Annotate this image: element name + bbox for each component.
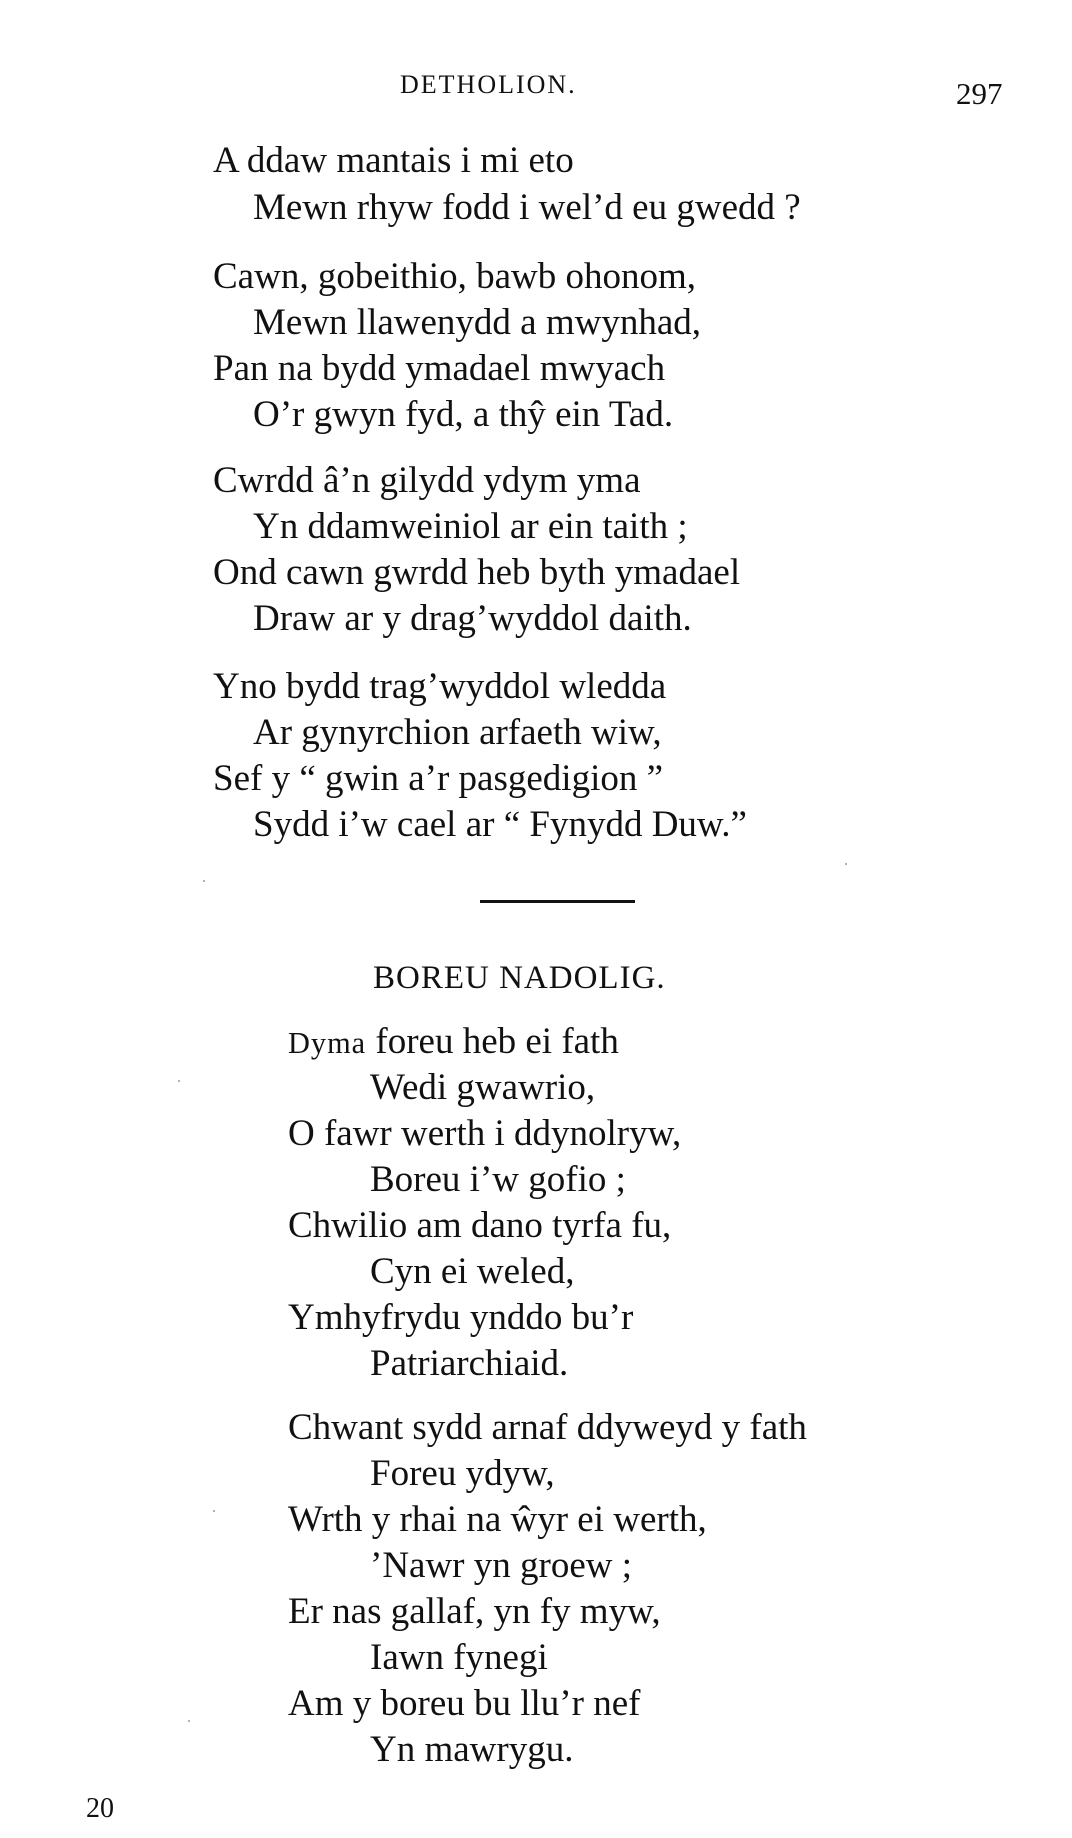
poem-line: Wrth y rhai na ŵyr ei werth, <box>288 1499 707 1540</box>
print-speck <box>203 880 205 882</box>
poem-line: Yno bydd trag’wyddol wledda <box>213 666 667 707</box>
print-speck <box>213 1510 215 1512</box>
small-caps-first-word: Dyma <box>288 1026 367 1060</box>
poem-first-line <box>288 1023 619 1060</box>
poem-line: Sef y “ gwin a’r pasgedigion ” <box>213 758 664 799</box>
poem-line: Chwant sydd arnaf ddyweyd y fath <box>288 1407 807 1448</box>
poem-line: O’r gwyn fyd, a thŷ ein Tad. <box>253 394 674 435</box>
page-number: 297 <box>956 76 1003 111</box>
section-divider <box>480 900 635 903</box>
poem-line: O fawr werth i ddynolryw, <box>288 1113 682 1154</box>
running-title: DETHOLION. <box>400 70 577 99</box>
poem-line: Foreu ydyw, <box>370 1453 555 1494</box>
poem-line: Mewn llawenydd a mwynhad, <box>253 302 702 343</box>
print-speck <box>178 1080 180 1082</box>
poem-line: Patriarchiaid. <box>370 1343 569 1384</box>
poem-line: ’Nawr yn groew ; <box>370 1545 632 1586</box>
poem-line: Sydd i’w cael ar “ Fynydd Duw.” <box>253 804 747 845</box>
poem-line: Cwrdd â’n gilydd ydym yma <box>213 460 641 501</box>
poem-line: Ymhyfrydu ynddo bu’r <box>288 1297 634 1338</box>
poem-line: Ond cawn gwrdd heb byth ymadael <box>213 552 741 593</box>
poem-line: Am y boreu bu llu’r nef <box>288 1683 641 1724</box>
poem-line: Er nas gallaf, yn fy myw, <box>288 1591 661 1632</box>
first-line-rest: foreu heb ei fath <box>366 1021 619 1062</box>
poem-line: Yn ddamweiniol ar ein taith ; <box>253 506 688 547</box>
poem-title: BOREU NADOLIG. <box>373 960 666 996</box>
poem-line: Yn mawrygu. <box>370 1729 574 1770</box>
poem-line: Ar gynyrchion arfaeth wiw, <box>253 712 662 753</box>
poem-line: Chwilio am dano tyrfa fu, <box>288 1205 672 1246</box>
print-speck <box>188 1720 190 1722</box>
poem-line: Mewn rhyw fodd i wel’d eu gwedd ? <box>253 187 801 228</box>
poem-line: Cyn ei weled, <box>370 1251 575 1292</box>
poem-line: Boreu i’w gofio ; <box>370 1159 626 1200</box>
poem-line: Wedi gwawrio, <box>370 1067 596 1108</box>
print-speck <box>845 863 847 865</box>
poem-line: Pan na bydd ymadael mwyach <box>213 348 666 389</box>
signature-mark: 20 <box>86 1793 114 1824</box>
poem-line: Iawn fynegi <box>370 1637 548 1678</box>
poem-line: Draw ar y drag’wyddol daith. <box>253 598 692 639</box>
poem-line: Cawn, gobeithio, bawb ohonom, <box>213 256 697 297</box>
poem-line: A ddaw mantais i mi eto <box>213 140 574 181</box>
